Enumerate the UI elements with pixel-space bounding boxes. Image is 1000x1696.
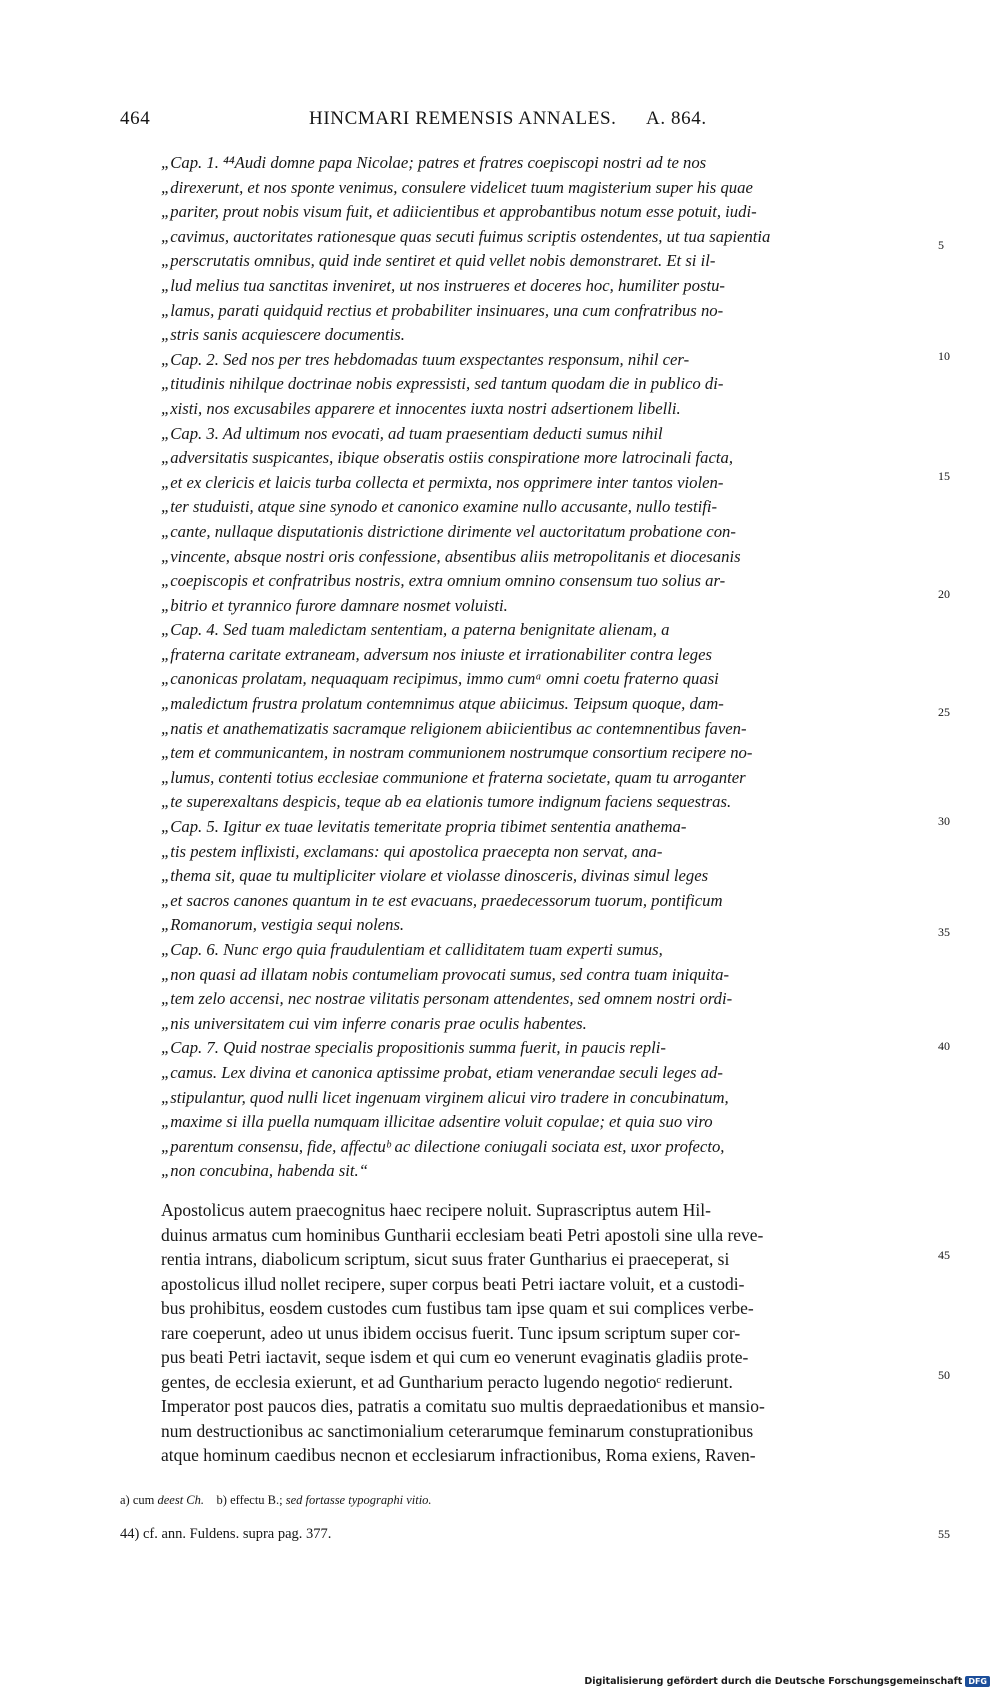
text-line: „et ex clericis et laicis turba collecta et permixta, nos opprimere inter tantos violen- [161,472,724,492]
text-line: „thema sit, quae tu multipliciter violare et violasse dinosceris, divinas simul leges [161,866,709,886]
text-line: rentia intrans, diabolicum scriptum, sicut suus frater Guntharius ei praeceperat, si [161,1249,730,1269]
text-line: „lumus, contenti totius ecclesiae communione et fraterna societate, quam tu arroganter [161,767,746,787]
text-line: „cante, nullaque disputationis districtione dirimente vel auctoritatum probatione con- [161,521,736,541]
quoted-letter-block [161,151,921,1184]
footnote-b-mark: b) [216,1493,227,1507]
line-number-margin: 35 [938,925,950,939]
text-line: „vincente, absque nostri oris confessione, absentibus aliis metropolitanis et diocesanis [161,546,741,566]
text-line: „Cap. 3. Ad ultimum nos evocati, ad tuam praesentiam deducti sumus nihil [161,423,663,443]
text-line: „non concubina, habenda sit.“ [161,1161,369,1181]
text-line: „canonicas prolatam, nequaquam recipimus, immo cumᵃ omni coetu fraterno quasi [161,669,719,689]
text-line: „Cap. 7. Quid nostrae specialis propositionis summa fuerit, in paucis repli- [161,1038,666,1058]
text-line: „titudinis nihilque doctrinae nobis expressisti, sed tantum quodam die in publico di- [161,374,724,394]
footnote-a-text: cum [132,1493,155,1507]
text-line: „stris sanis acquiescere documentis. [161,325,405,345]
text-line: „direxerunt, et nos sponte venimus, consulere videlicet tuum magisterium super his quae [161,177,753,197]
text-line: „natis et anathematizatis sacramque religionem abiicientibus ac contemnentibus faven- [161,718,747,738]
dfg-logo-icon: DFG [965,1676,990,1687]
text-line: „pariter, prout nobis visum fuit, et adiicientibus et approbantibus notum esse potuit, iudi- [161,202,757,222]
text-line: Apostolicus autem praecognitus haec recipere noluit. Suprascriptus autem Hil- [161,1200,711,1220]
text-line: „non quasi ad illatam nobis contumeliam provocati sumus, sed contra tuam iniquita- [161,964,730,984]
text-line: apostolicus illud nollet recipere, super corpus beati Petri iactare voluit, et a custodi- [161,1273,745,1294]
text-line: „lud melius tua sanctitas inveniret, ut nos instrueres et doceres hoc, humiliter postu- [161,275,725,295]
running-year: A. 864. [646,108,707,129]
text-line: „parentum consensu, fide, affectuᵇ ac dilectione coniugali sociata est, uxor profecto, [161,1136,725,1156]
text-line: pus beati Petri iactavit, seque isdem et qui cum eo venerunt evaginatis gladiis prote- [161,1347,749,1367]
text-line: „Cap. 6. Nunc ergo quia fraudulentiam et calliditatem tuam experti sumus, [161,940,663,959]
narrative-paragraph [161,1198,921,1468]
footnotes [120,1491,940,1542]
line-number-margin: 50 [938,1368,950,1382]
historical-footnote: 44) cf. ann. Fuldens. supra pag. 377. [120,1526,332,1542]
text-line: „maledictum frustra prolatum contemnimus atque abiicimus. Teipsum quoque, dam- [161,694,724,714]
text-line: „te superexaltans despicis, teque ab ea elationis tumore indignum faciens sequestras. [161,792,732,812]
text-line: „maxime si illa puella numquam illicitae adsentire voluit copulae; et quia suo viro [161,1112,713,1132]
footnote-a-mark: a) [120,1493,130,1507]
text-line: „fraterna caritate extraneam, adversum nos iniuste et irrationabiliter contra leges [161,644,713,664]
text-line: „Cap. 4. Sed tuam maledictam sententiam, a paterna benignitate alienam, a [161,620,670,640]
text-line: „Cap. 5. Igitur ex tuae levitatis temeritate propria tibimet sententia anathema- [161,817,687,837]
text-line: „coepiscopis et confratribus nostris, extra omnium omnino consensum tuo solius ar- [161,571,726,591]
text-line: duinus armatus cum hominibus Guntharii ecclesiam beati Petri apostoli sine ulla reve- [161,1224,764,1245]
text-line: num destructionibus ac sanctimonialium ceterarumque feminarum constuprationibus [161,1420,754,1441]
digitization-notice [584,1674,990,1688]
text-line: „bitrio et tyrannico furore damnare nosmet voluisti. [161,595,508,615]
footnote-b-text: effectu B.; [230,1493,283,1507]
line-number-margin: 25 [938,705,950,719]
text-line: „perscrutatis omnibus, quid inde sentiret et quid vellet nobis demonstraret. Et si il- [161,251,716,271]
running-header [120,108,940,134]
text-line: „camus. Lex divina et canonica aptissime probat, etiam venerandae seculi leges ad- [161,1062,723,1082]
text-line: gentes, de ecclesia exierunt, et ad Guntharium peracto lugendo negotioᶜ redierunt. [161,1371,733,1392]
text-line: „stipulantur, quod nulli licet ingenuam virginem alicui viro tradere in concubinatum, [161,1087,729,1107]
text-line: „tis pestem inflixisti, exclamans: qui apostolica praecepta non servat, ana- [161,841,663,861]
text-line: „Cap. 1. ⁴⁴Audi domne papa Nicolae; patres et fratres coepiscopi nostri ad te nos [161,153,707,172]
text-line: „Cap. 2. Sed nos per tres hebdomadas tuum exspectantes responsum, nihil cer- [161,349,690,369]
line-number-margin: 45 [938,1248,950,1262]
text-line: rare coeperunt, adeo ut unus ibidem occisus fuerit. Tunc ipsum scriptum super cor- [161,1322,741,1343]
line-number-margin: 20 [938,587,950,601]
critical-apparatus [120,1491,940,1509]
text-line: Imperator post paucos dies, patratis a comitatu suo multis depraedationibus et mansio- [161,1396,765,1416]
text-line: „tem zelo accensi, nec nostrae vilitatis personam attendentes, sed omnem nostri ordi- [161,989,733,1009]
footnote-b-note: sed fortasse typographi vitio. [285,1493,432,1507]
text-line: „ter studuisti, atque sine synodo et canonico examine nullo accusante, nullo testifi- [161,497,718,517]
text-line: „tem et communicantem, in nostram communionem nostrumque consortium recipere no- [161,743,753,763]
running-title: HINCMARI REMENSIS ANNALES. [309,108,617,129]
footnote-a-note: deest Ch. [157,1493,205,1507]
text-line: „cavimus, auctoritates rationesque quas secuti fuimus scriptis ostendentes, ut tua sapientia [161,226,771,246]
text-line: bus prohibitus, eosdem custodes cum fustibus tam ipse quam et sui complices verbe- [161,1298,754,1318]
line-number-margin: 5 [938,238,944,252]
text-line: „xisti, nos excusabiles apparere et innocentes iuxta nostri adsertionem libelli. [161,398,681,418]
page-number: 464 [120,108,151,129]
text-line: „et sacros canones quantum in te est evacuans, praedecessorum tuorum, pontificum [161,890,723,910]
line-number-margin: 15 [938,469,950,483]
text-line: „lamus, parati quidquid rectius et probabiliter insinuares, una cum confratribus no- [161,300,724,320]
digitization-notice-text: Digitalisierung gefördert durch die Deutsche Forschungsgemeinschaft [584,1675,963,1687]
line-number-margin: 10 [938,349,950,363]
line-number-margin: 30 [938,814,950,828]
text-line: „adversitatis suspicantes, ibique obseratis ostiis conspiratione more latrocinali facta, [161,448,734,468]
text-line: „Romanorum, vestigia sequi nolens. [161,915,405,935]
printer-signature: 55 [938,1527,950,1541]
text-line: „nis universitatem cui vim inferre conaris prae oculis habentes. [161,1013,587,1033]
line-number-margin: 40 [938,1039,950,1053]
text-line: atque hominum caedibus necnon et ecclesiarum infractionibus, Roma exiens, Raven- [161,1445,756,1465]
